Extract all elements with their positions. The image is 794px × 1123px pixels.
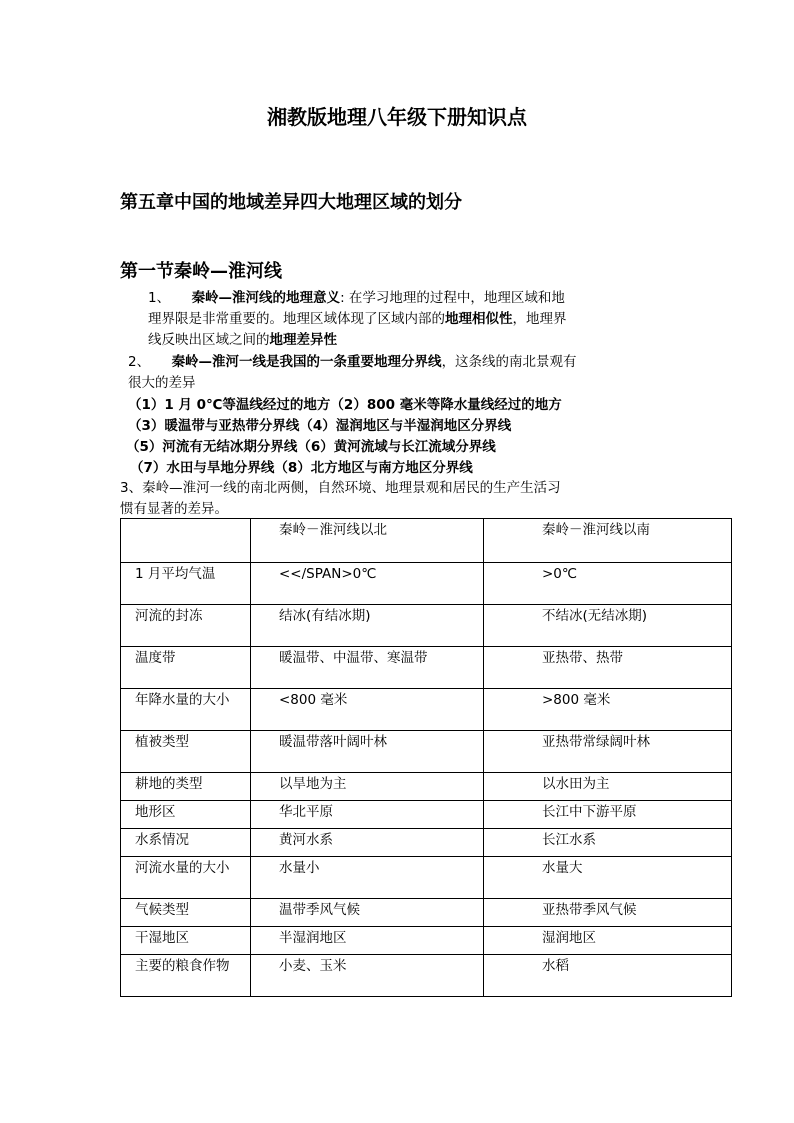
row-label-cell: 主要的粮食作物 — [121, 955, 251, 997]
list-item: （7）水田与旱地分界线（8）北方地区与南方地区分界线 — [130, 460, 473, 476]
table-cell: 黄河水系 — [251, 829, 484, 857]
table-header-cell: 秦岭－淮河线以北 — [251, 519, 484, 563]
table-row — [121, 773, 732, 801]
table-row — [121, 899, 732, 927]
row-label-cell: 温度带 — [121, 647, 251, 689]
table-row — [121, 829, 732, 857]
list-item: （3）暖温带与亚热带分界线（4）湿润地区与半湿润地区分界线 — [128, 418, 512, 434]
row-label-cell: 1 月平均气温 — [121, 563, 251, 605]
paragraph-line: 3、秦岭—淮河一线的南北两侧，自然环境、地理景观和居民的生产生活习 — [120, 480, 561, 496]
table-row — [121, 647, 732, 689]
row-label-cell: 干湿地区 — [121, 927, 251, 955]
paragraph-boundary — [128, 352, 577, 394]
paragraph-text: 线反映出区域之间的 — [148, 332, 270, 348]
paragraph-significance — [148, 288, 567, 351]
row-label-cell: 植被类型 — [121, 731, 251, 773]
table-cell: >800 毫米 — [484, 689, 732, 731]
table-row — [121, 563, 732, 605]
table-row — [121, 857, 732, 899]
item-number: 2、 — [128, 354, 151, 370]
table-header-row — [121, 519, 732, 563]
table-cell: 水量小 — [251, 857, 484, 899]
table-header-cell — [121, 519, 251, 563]
table-cell: 温带季风气候 — [251, 899, 484, 927]
paragraph-line — [128, 352, 577, 373]
table-cell: 长江中下游平原 — [484, 801, 732, 829]
row-label-cell: 水系情况 — [121, 829, 251, 857]
table-header-cell: 秦岭－淮河线以南 — [484, 519, 732, 563]
paragraph-line: 很大的差异 — [128, 375, 196, 391]
boundary-list — [128, 395, 562, 479]
table-row — [121, 801, 732, 829]
table-cell: 结冰(有结冰期) — [251, 605, 484, 647]
bold-term: 地理相似性 — [445, 311, 513, 327]
list-item: （5）河流有无结冰期分界线（6）黄河流域与长江流域分界线 — [126, 439, 496, 455]
bold-term: 秦岭—淮河线的地理意义 — [191, 290, 341, 306]
row-label-cell: 年降水量的大小 — [121, 689, 251, 731]
table-cell: 暖温带落叶阔叶林 — [251, 731, 484, 773]
paragraph-line — [148, 309, 567, 330]
paragraph-differences — [120, 478, 561, 520]
table-cell: 亚热带季风气候 — [484, 899, 732, 927]
row-label-cell: 气候类型 — [121, 899, 251, 927]
row-label-cell: 耕地的类型 — [121, 773, 251, 801]
row-label-cell: 河流的封冻 — [121, 605, 251, 647]
table-cell: 暖温带、中温带、寒温带 — [251, 647, 484, 689]
table-cell: 湿润地区 — [484, 927, 732, 955]
table-row — [121, 955, 732, 997]
table-row — [121, 605, 732, 647]
page-title: 湘教版地理八年级下册知识点 — [267, 105, 527, 129]
table-cell: <800 毫米 — [251, 689, 484, 731]
row-label-cell: 河流水量的大小 — [121, 857, 251, 899]
table-cell: 华北平原 — [251, 801, 484, 829]
table-cell: 亚热带、热带 — [484, 647, 732, 689]
table-cell: <</SPAN>0℃ — [251, 563, 484, 605]
table-cell: 不结冰(无结冰期) — [484, 605, 732, 647]
comparison-table — [120, 518, 732, 997]
table-cell: 亚热带常绿阔叶林 — [484, 731, 732, 773]
table-row — [121, 731, 732, 773]
table-cell: 水稻 — [484, 955, 732, 997]
row-label-cell: 地形区 — [121, 801, 251, 829]
paragraph-text: : 在学习地理的过程中，地理区域和地 — [340, 290, 565, 306]
table-cell: 半湿润地区 — [251, 927, 484, 955]
paragraph-line — [148, 288, 567, 309]
table-row — [121, 689, 732, 731]
table-row — [121, 927, 732, 955]
paragraph-text: ，地理界 — [512, 311, 567, 327]
paragraph-line — [148, 330, 567, 351]
table-cell: 以水田为主 — [484, 773, 732, 801]
paragraph-line: 惯有显著的差异。 — [120, 501, 228, 517]
paragraph-text: 理界限是非常重要的。地理区域体现了区域内部的 — [148, 311, 445, 327]
paragraph-text: ，这条线的南北景观有 — [441, 354, 577, 370]
bold-term: 秦岭—淮河一线是我国的一条重要地理分界线 — [171, 354, 442, 370]
section-title: 第一节秦岭—淮河线 — [120, 261, 282, 282]
chapter-title: 第五章中国的地域差异四大地理区域的划分 — [120, 192, 462, 213]
bold-term: 地理差异性 — [269, 332, 337, 348]
table-cell: >0℃ — [484, 563, 732, 605]
table-cell: 小麦、玉米 — [251, 955, 484, 997]
table-cell: 长江水系 — [484, 829, 732, 857]
table-cell: 以旱地为主 — [251, 773, 484, 801]
item-number: 1、 — [148, 290, 171, 306]
list-item: （1）1 月 0℃等温线经过的地方（2）800 毫米等降水量线经过的地方 — [128, 397, 562, 413]
table-cell: 水量大 — [484, 857, 732, 899]
